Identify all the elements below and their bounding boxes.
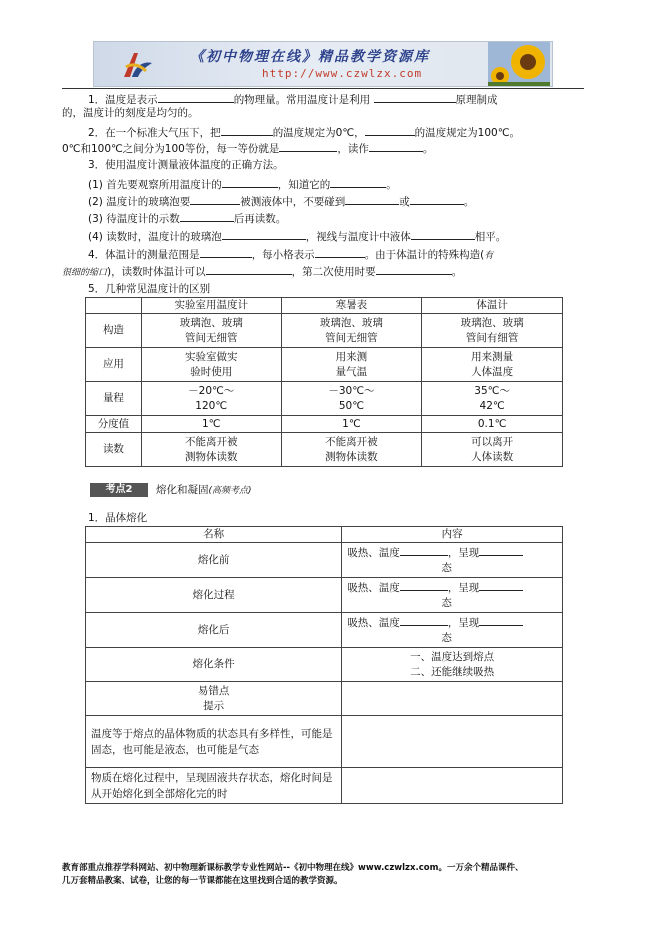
row-name: 熔化过程	[86, 578, 342, 613]
q2-text-e: ，读作	[337, 143, 369, 155]
answer-blank[interactable]	[374, 91, 456, 103]
table-cell: 用来测量 人体温度	[422, 348, 563, 382]
banner-title: 《初中物理在线》精品教学资源库	[190, 49, 430, 65]
page-footer	[62, 862, 523, 888]
answer-blank[interactable]	[479, 579, 523, 591]
table-cell: 35℃～ 42℃	[422, 382, 563, 416]
header-cell: 实验室用温度计	[141, 298, 281, 314]
q4-text-f: )，读数时体温计可以	[107, 266, 206, 278]
fill-text-c: 态	[441, 597, 452, 609]
row-name-line-1: 易错点	[197, 684, 230, 697]
table-cell: 1℃	[281, 416, 422, 433]
table-cell: 1℃	[141, 416, 281, 433]
table-cell: －30℃～ 50℃	[281, 382, 422, 416]
tip-cell: 温度等于熔点的晶体物质的状态具有多样性，可能是固态，也可能是液态，也可能是气态	[86, 716, 342, 768]
question-2-line-2	[62, 140, 433, 156]
question-3-step-3	[88, 210, 286, 226]
row-name: 熔化前	[86, 543, 342, 578]
answer-blank[interactable]	[279, 140, 337, 152]
tip-cell: 物质在熔化过程中，呈现固液共存状态，熔化时间是从开始熔化到全部熔化完的时	[86, 768, 342, 804]
q2-text-d: 0℃和100℃之间分为100等份，每一等份就是	[62, 143, 280, 155]
question-3-step-2	[88, 193, 474, 209]
q3-s4-text-a: (4) 读数时，温度计的玻璃泡	[88, 231, 222, 243]
table-cell: 用来测 量气温	[281, 348, 422, 382]
answer-blank[interactable]	[345, 193, 399, 205]
q3-s2-text-d: 。	[463, 196, 475, 208]
table-cell: －20℃～ 120℃	[141, 382, 281, 416]
answer-blank[interactable]	[206, 263, 292, 275]
section-note: (高频考点)	[208, 486, 252, 496]
q1-text-b: 的物理量。常用温度计是利用	[233, 94, 371, 106]
sunflower-icon	[488, 42, 550, 87]
table-header-row	[86, 298, 563, 314]
question-5-title: 5．几种常见温度计的区别	[88, 283, 211, 295]
row-label: 量程	[86, 382, 142, 416]
q4-text-g: ，第二次使用时要	[291, 266, 376, 278]
q2-text-c: 的温度规定为100℃。	[414, 127, 521, 139]
table-cell: 可以离开 人体读数	[422, 433, 563, 467]
header-divider	[62, 88, 584, 89]
answer-blank[interactable]	[400, 544, 448, 556]
question-3-step-1	[88, 176, 397, 192]
answer-blank[interactable]	[158, 91, 234, 103]
q4-text-h: 。	[451, 266, 463, 278]
q2-text-b: 的温度规定为0℃，	[272, 127, 365, 139]
answer-blank[interactable]	[365, 124, 415, 136]
header-cell: 体温计	[422, 298, 563, 314]
answer-blank[interactable]	[411, 228, 475, 240]
q2-text-a: 2．在一个标准大气压下，把	[88, 127, 221, 139]
q2-text-f: 。	[422, 143, 434, 155]
q4-text-d: 有	[484, 251, 494, 261]
question-4-line-1	[88, 246, 493, 263]
table-row	[86, 348, 563, 382]
q3-s1-text-c: 。	[386, 179, 397, 191]
header-cell: 寒暑表	[281, 298, 422, 314]
q3-s3-text-b: 后再读数。	[233, 213, 287, 225]
content-cell	[342, 613, 563, 648]
q3-s2-text-c: 或	[399, 196, 410, 208]
q3-s2-text-a: (2) 温度计的玻璃泡要	[88, 196, 191, 208]
table-row	[86, 314, 563, 348]
fill-text-a: 吸热、温度	[347, 617, 400, 629]
q3-s4-text-b: ，视线与温度计中液体	[305, 231, 411, 243]
section-badge: 考点2	[90, 483, 148, 497]
fill-text-a: 吸热、温度	[347, 582, 400, 594]
q3-s1-text-a: (1) 首先要观察所用温度计的	[88, 179, 222, 191]
table-cell: 不能离开被 测物体读数	[141, 433, 281, 467]
q3-s1-text-b: ，知道它的	[277, 179, 331, 191]
row-label: 读数	[86, 433, 142, 467]
fill-text-c: 态	[441, 562, 452, 574]
answer-blank[interactable]	[479, 614, 523, 626]
row-name: 熔化条件	[86, 648, 342, 682]
table-row	[86, 682, 563, 716]
answer-blank[interactable]	[315, 246, 365, 258]
crystal-melting-table	[85, 526, 563, 804]
table-row	[86, 768, 563, 804]
table-cell: 0.1℃	[422, 416, 563, 433]
answer-blank[interactable]	[222, 176, 278, 188]
table-row	[86, 433, 563, 467]
table-cell: 玻璃泡、玻璃 管间有细管	[422, 314, 563, 348]
footer-line-2: 几万套精品教案、试卷，让您的每一节课都能在这里找到合适的教学资源。	[62, 876, 343, 886]
condition-1: 一、温度达到熔点	[410, 650, 495, 663]
q1-text-a: 1．温度是表示	[88, 94, 158, 106]
row-label: 应用	[86, 348, 142, 382]
answer-blank[interactable]	[221, 124, 273, 136]
table-header-row	[86, 527, 563, 543]
row-name: 熔化后	[86, 613, 342, 648]
question-2-line-1	[88, 124, 520, 140]
answer-blank[interactable]	[200, 246, 252, 258]
banner-url[interactable]: http://www.czwlzx.com	[262, 67, 423, 80]
header-cell: 内容	[342, 527, 563, 543]
q4-text-e: 很细的缩口	[62, 268, 108, 278]
answer-blank[interactable]	[369, 140, 423, 152]
section-title	[156, 483, 252, 498]
answer-blank[interactable]	[330, 176, 386, 188]
fill-text-b: ，呈现	[447, 582, 480, 594]
section-title-text: 熔化和凝固	[156, 484, 209, 496]
table-cell: 实验室做实 验时使用	[141, 348, 281, 382]
row-label: 构造	[86, 314, 142, 348]
header-banner	[93, 41, 553, 87]
table-cell: 玻璃泡、玻璃 管间无细管	[281, 314, 422, 348]
table-row	[86, 716, 563, 768]
fill-text-b: ，呈现	[447, 617, 480, 629]
header-cell	[86, 298, 142, 314]
question-4-line-2	[62, 263, 462, 280]
question-3-title: 3．使用温度计测量液体温度的正确方法。	[88, 159, 284, 171]
question-3-step-4	[88, 228, 506, 244]
fill-text-c: 态	[441, 632, 452, 644]
answer-blank[interactable]	[400, 579, 448, 591]
answer-blank[interactable]	[400, 614, 448, 626]
q4-text-c: 。由于体温计的特殊构造(	[364, 249, 485, 261]
fill-text-a: 吸热、温度	[347, 547, 400, 559]
row-name	[86, 682, 342, 716]
content-cell	[342, 578, 563, 613]
q3-s2-text-b: 被测液体中，不要碰到	[240, 196, 346, 208]
table-cell: 玻璃泡、玻璃 管间无细管	[141, 314, 281, 348]
table-row	[86, 543, 563, 578]
footer-line-1: 教育部重点推荐学科网站、初中物理新课标教学专业性网站--《初中物理在线》www.czwlzx.com。一万余个精品课件、	[62, 863, 524, 873]
site-logo-icon	[120, 47, 154, 81]
content-cell[interactable]	[342, 682, 563, 716]
crystal-melting-title: 1．晶体熔化	[88, 512, 148, 524]
content-cell[interactable]	[342, 768, 563, 804]
answer-blank[interactable]	[222, 228, 306, 240]
content-cell	[342, 543, 563, 578]
table-row	[86, 613, 563, 648]
content-cell[interactable]	[342, 716, 563, 768]
header-cell: 名称	[86, 527, 342, 543]
thermometer-comparison-table	[85, 297, 563, 467]
table-row	[86, 382, 563, 416]
q3-s3-text-a: (3) 待温度计的示数	[88, 213, 180, 225]
row-name-line-2: 提示	[203, 699, 225, 712]
question-1-line-1	[88, 91, 498, 107]
answer-blank[interactable]	[376, 263, 452, 275]
condition-2: 二、还能继续吸热	[410, 665, 495, 678]
q1-text-c: 原理制成	[455, 94, 498, 106]
table-row	[86, 648, 563, 682]
q4-text-a: 4．体温计的测量范围是	[88, 249, 200, 261]
question-1-line-2: 的，温度计的刻度是均匀的。	[62, 107, 199, 119]
fill-text-b: ，呈现	[447, 547, 480, 559]
answer-blank[interactable]	[180, 210, 234, 222]
answer-blank[interactable]	[410, 193, 464, 205]
q4-text-b: ，每小格表示	[251, 249, 315, 261]
table-row	[86, 416, 563, 433]
q3-s4-text-c: 相平。	[474, 231, 507, 243]
table-row	[86, 578, 563, 613]
row-label: 分度值	[86, 416, 142, 433]
content-cell	[342, 648, 563, 682]
table-cell: 不能离开被 测物体读数	[281, 433, 422, 467]
answer-blank[interactable]	[479, 544, 523, 556]
answer-blank[interactable]	[190, 193, 240, 205]
